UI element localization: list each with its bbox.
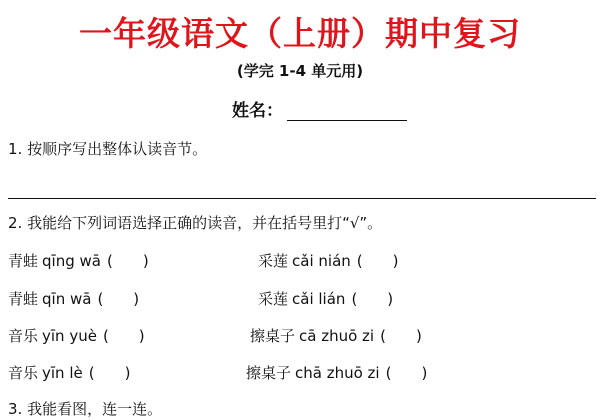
list-item (258, 250, 398, 271)
list-item (8, 325, 145, 346)
item-word: 青蛙 (8, 252, 39, 270)
item-pinyin: yīn lè (42, 364, 83, 382)
answer-parentheses[interactable]: ( ) (88, 364, 131, 382)
item-word: 青蛙 (8, 290, 39, 308)
item-word: 采莲 (258, 252, 289, 270)
item-word: 采莲 (258, 290, 289, 308)
item-pinyin: cǎi nián (292, 252, 351, 270)
answer-parentheses[interactable]: ( ) (380, 327, 422, 345)
page-title: 一年级语文（上册）期中复习 (79, 14, 521, 53)
name-blank-line[interactable] (287, 102, 407, 121)
item-pinyin: cǎi lián (292, 290, 346, 308)
list-item (258, 288, 393, 309)
item-pinyin: qīng wā (42, 252, 101, 270)
item-pinyin: cā zhuō zi (299, 327, 375, 345)
item-pinyin: chā zhuō zi (295, 364, 380, 382)
name-field-row (232, 96, 407, 121)
answer-parentheses[interactable]: ( ) (351, 290, 394, 308)
answer-line[interactable] (8, 198, 596, 199)
answer-parentheses[interactable]: ( ) (97, 290, 140, 308)
list-item (250, 325, 422, 346)
item-pinyin: yīn yuè (42, 327, 97, 345)
item-word: 擦桌子 (250, 327, 296, 345)
answer-parentheses[interactable]: ( ) (385, 364, 428, 382)
answer-parentheses[interactable]: ( ) (356, 252, 399, 270)
answer-parentheses[interactable]: ( ) (106, 252, 149, 270)
question-3: 3. 我能看图，连一连。 (8, 400, 163, 418)
item-word: 擦桌子 (246, 364, 292, 382)
page-subtitle: (学完 1-4 单元用) (236, 62, 364, 80)
list-item (8, 250, 149, 271)
item-word: 音乐 (8, 327, 39, 345)
question-1: 1. 按顺序写出整体认读音节。 (8, 140, 208, 158)
list-item (8, 288, 139, 309)
name-label: 姓名： (232, 101, 283, 121)
item-pinyin: qīn wā (42, 290, 92, 308)
list-item (246, 362, 427, 383)
question-2: 2. 我能给下列词语选择正确的读音，并在括号里打“√”。 (8, 214, 383, 232)
list-item (8, 362, 130, 383)
answer-parentheses[interactable]: ( ) (102, 327, 145, 345)
item-word: 音乐 (8, 364, 39, 382)
